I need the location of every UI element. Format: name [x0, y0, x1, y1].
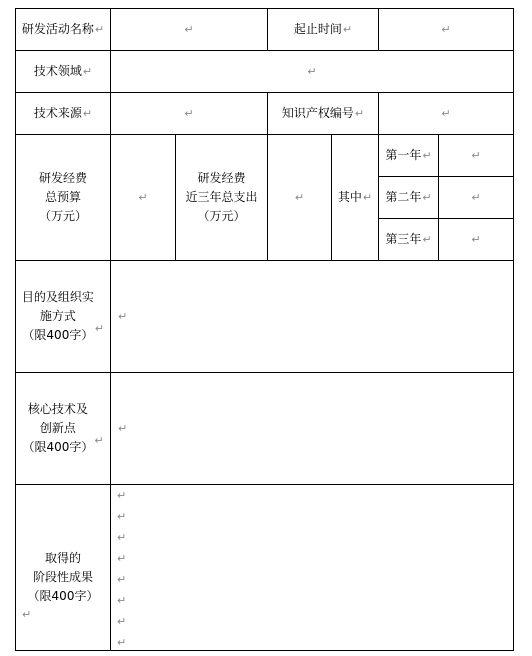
core-tech-field[interactable]	[111, 373, 513, 484]
results-label-text: 取得的 阶段性成果 （限400字）	[27, 550, 99, 603]
activity-name-label	[16, 9, 110, 50]
paragraph-mark: ↵	[441, 107, 451, 120]
results-blank-line: ↵	[117, 531, 127, 544]
purpose-label-text: 目的及组织实 施方式 （限400字）	[21, 290, 94, 342]
paragraph-mark: ↵	[294, 191, 305, 204]
start-end-time-label	[268, 9, 378, 50]
results-label	[16, 485, 110, 650]
year-2-label	[379, 177, 438, 218]
paragraph-mark: ↵	[422, 149, 432, 162]
purpose-field[interactable]	[111, 261, 513, 372]
results-blank-line: ↵	[117, 573, 127, 586]
purpose-label	[16, 261, 110, 372]
results-blank-line: ↵	[117, 510, 127, 523]
paragraph-mark: ↵	[362, 191, 373, 204]
technology-source-field[interactable]	[111, 93, 267, 134]
paragraph-mark: ↵	[422, 233, 432, 246]
start-end-time-label-text: 起止时间	[293, 22, 342, 36]
year-1-label	[379, 135, 438, 176]
paragraph-mark: ↵	[342, 23, 353, 36]
total-budget-field[interactable]	[111, 135, 175, 260]
year-1-field[interactable]	[439, 135, 513, 176]
start-end-time-field[interactable]	[379, 9, 513, 50]
technical-field-field[interactable]	[111, 51, 513, 92]
paragraph-mark: ↵	[184, 107, 194, 120]
activity-name-label-text: 研发活动名称	[21, 22, 94, 36]
of-which-label-text: 其中	[337, 190, 362, 204]
technology-source-label	[16, 93, 110, 134]
paragraph-mark: ↵	[471, 191, 481, 204]
paragraph-mark: ↵	[471, 149, 481, 162]
recent-spending-label	[176, 135, 267, 260]
results-blank-line: ↵	[117, 636, 127, 649]
technical-field-label-text: 技术领域	[33, 64, 82, 78]
paragraph-mark: ↵	[441, 23, 451, 36]
ip-number-label	[268, 93, 378, 134]
paragraph-mark: ↵	[422, 191, 432, 204]
paragraph-mark: ↵	[94, 434, 104, 447]
results-blank-line: ↵	[117, 615, 127, 628]
of-which-label	[332, 135, 378, 260]
paragraph-mark: ↵	[94, 322, 105, 335]
table-border-right	[513, 8, 514, 651]
total-budget-label-text: 研发经费 总预算 （万元）	[38, 171, 87, 223]
results-field[interactable]	[117, 485, 126, 653]
paragraph-mark: ↵	[354, 107, 365, 120]
paragraph-mark: ↵	[94, 23, 105, 36]
year-3-field[interactable]	[439, 219, 513, 260]
year-3-label	[379, 219, 438, 260]
ip-number-field[interactable]	[379, 93, 513, 134]
paragraph-mark: ↵	[307, 65, 317, 78]
paragraph-mark: ↵	[138, 191, 148, 204]
technology-source-label-text: 技术来源	[33, 106, 82, 120]
technical-field-label	[16, 51, 110, 92]
results-blank-line: ↵	[117, 489, 127, 502]
paragraph-mark: ↵	[82, 65, 93, 78]
paragraph-mark: ↵	[22, 608, 32, 621]
paragraph-mark: ↵	[471, 233, 481, 246]
year-2-field[interactable]	[439, 177, 513, 218]
results-blank-line: ↵	[117, 594, 127, 607]
total-budget-label	[16, 135, 110, 260]
core-tech-label	[16, 373, 110, 484]
paragraph-mark: ↵	[184, 23, 194, 36]
core-tech-label-text: 核心技术及 创新点 （限400字）	[22, 402, 94, 454]
table-border-bottom	[15, 650, 514, 651]
activity-name-field[interactable]	[111, 9, 267, 50]
paragraph-mark: ↵	[118, 422, 128, 435]
paragraph-mark: ↵	[118, 310, 128, 323]
year-3-label-text: 第三年	[385, 232, 422, 246]
ip-number-label-text: 知识产权编号	[281, 106, 354, 120]
results-blank-line: ↵	[117, 552, 127, 565]
year-1-label-text: 第一年	[385, 148, 422, 162]
recent-spending-label-text: 研发经费 近三年总支出 （万元）	[185, 171, 258, 223]
paragraph-mark: ↵	[82, 107, 93, 120]
year-2-label-text: 第二年	[385, 190, 422, 204]
recent-spending-field[interactable]	[268, 135, 331, 260]
